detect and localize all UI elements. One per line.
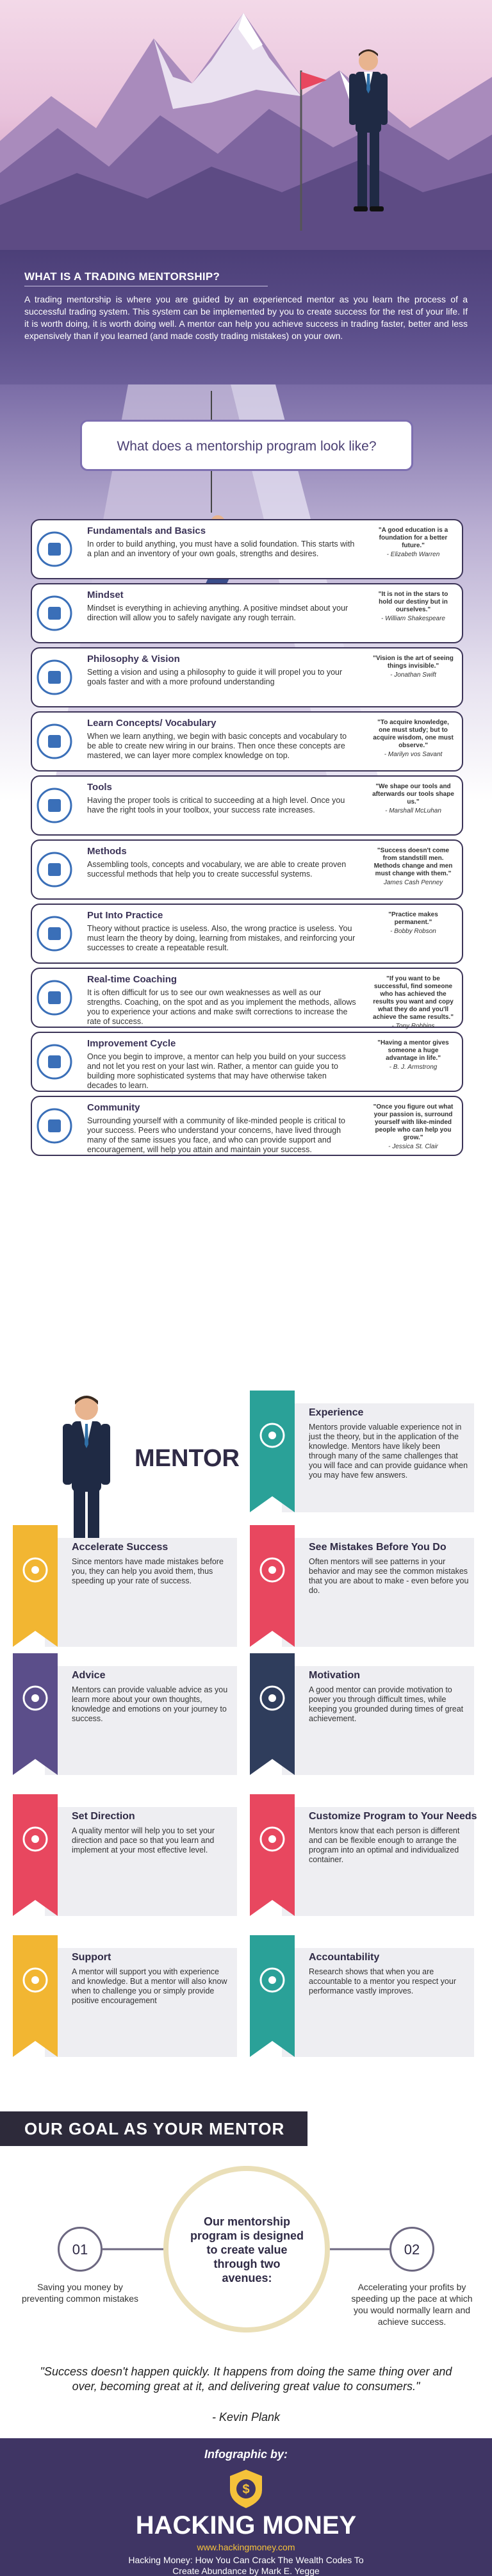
program-step-quote-source: - Elizabeth Warren [386,551,440,558]
program-step-text: Surrounding yourself with a community of like-minded people is critical to your success. Peers who understand your concerns, have lived through many of the same issues you face, and who can provide support and encouragement, will help you attain and maintain your success. [87,1116,345,1154]
mentor-card-panel [45,1807,237,1916]
program-step-title: Mindset [87,590,124,600]
program-step-quote [372,783,455,815]
mentor-card-text: Research shows that when you are accountable to a mentor you respect your performance vastly improves. [309,1967,456,1995]
program-step-title: Methods [87,846,127,857]
program-step-quote-text: "If you want to be successful, find someone who has achieved the results you want and copy what they do and you'll achieve the same results." [373,975,454,1021]
mentor-card-text: A good mentor can provide motivation to power you through difficult times, while keeping you grounded during times of great achievement. [309,1685,464,1723]
brand-url[interactable]: www.hackingmoney.com [197,2542,295,2552]
program-step-quote [372,591,455,623]
mentor-card-text: A quality mentor will help you to set your direction and pace so that you learn and implement at your most effective level. [72,1826,215,1854]
mentor-card-title: Accountability [309,1952,380,1963]
mentor-card-text: Mentors provide valuable experience not in just the theory, but in the application of the knowledge. Mentors have likely been through many of the same challenges that you will face and can provide guidance when you may have few answers. [309,1423,468,1480]
program-step-quote-source: - William Shakespeare [381,615,445,622]
book-title-line-2: Create Abundance by Mark E. Yegge [172,2566,320,2576]
mentor-card [250,1935,479,2063]
program-step-quote-text: "Once you figure out what your passion is, surround yourself with like-minded people who can help you grow." [373,1103,454,1141]
mountain-illustration [0,0,492,250]
program-step [31,839,463,900]
program-step-title: Real-time Coaching [87,974,177,985]
mindset-icon [36,595,73,632]
program-step-text: Assembling tools, concepts and vocabulary, we are able to create proven successful methods that help you to create successful systems. [87,860,347,879]
program-step [31,647,463,707]
goal-heading: OUR GOAL AS YOUR MENTOR [24,2119,285,2138]
book-title [0,2555,492,2576]
mentor-card [13,1935,242,2063]
program-step-quote [372,1039,455,1071]
program-step-quote-source: - Jessica St. Clair [388,1143,438,1150]
mentor-card-text: Mentors can provide valuable advice as you learn more about your own thoughts, knowledge and emotions on your journey to success. [72,1685,228,1723]
mentor-card [13,1794,242,1922]
program-step-quote-text: "Vision is the art of seeing things invisible." [373,655,454,670]
mentor-card-flag [250,1794,295,1916]
goal-number-2-text: 02 [404,2242,420,2258]
svg-text:$: $ [242,2482,250,2497]
mentor-card-text: Often mentors will see patterns in your behavior and may see the common mistakes that you are about to make - even before you do. [309,1557,469,1595]
mentor-card-flag [250,1935,295,2057]
program-step-quote [372,719,455,759]
coaching-icon [36,979,73,1016]
program-step [31,904,463,964]
program-step-title: Fundamentals and Basics [87,525,206,536]
brand-name: HACKING MONEY [135,2511,357,2539]
mentor-card [250,1653,479,1781]
mentor-card-title: See Mistakes Before You Do [309,1542,447,1553]
tools-icon [36,787,73,824]
goal-number-1 [58,2227,102,2272]
program-step-quote-source: - Jonathan Swift [390,672,436,679]
program-step-text: Setting a vision and using a philosophy to guide it will propel you to your goals faster and with a more profound understanding [87,668,343,686]
vision-icon [36,659,73,696]
program-step-title: Put Into Practice [87,910,163,921]
mentor-card-panel [45,1538,237,1647]
mentor-label: MENTOR [135,1445,240,1472]
program-step-text: Once you begin to improve, a mentor can help you build on your success and not let you rest on your last win. Rather, a mentor can guide you to building more sophisticated systems that may have otherwise taken decades to learn. [87,1052,346,1090]
goal-heading-band [0,2111,492,2156]
intro-text: A trading mentorship is where you are guided by an experienced mentor as you learn the process of a successful trading system. This system can be implemented by you to create success for the rest of your life. If it is worth doing, it is worth doing well. A mentor can help you achieve success in trading faster, better and less expensively than if you learned (and made costly trading mistakes) on your own. [24,294,468,341]
program-step-quote-text: "We shape our tools and afterwards our tools shape us." [372,783,454,805]
goal-number-2 [390,2227,434,2272]
program-question: What does a mentorship program look like? [117,439,377,454]
program-step-quote-source: - Tony Robbins [391,1023,435,1030]
mentor-card-panel [282,1948,474,2057]
cycle-icon [36,1043,73,1080]
program-step-quote-text: "It is not in the stars to hold our destiny but in ourselves." [378,591,448,613]
program-step [31,968,463,1028]
goal-item-1-text: Saving you money by preventing common mistakes [21,2282,139,2304]
mentor-card [250,1525,479,1653]
mentor-card-title: Support [72,1952,111,1963]
book-title-line-1: Hacking Money: How You Can Crack The Wealth Codes To [128,2555,364,2565]
program-step-text: It is often difficult for us to see our own weaknesses as well as our strengths. Coaching, on the spot and as you implement the methods, allows you to experience your actions and make swift corrections to increase the rate of success. [87,988,356,1026]
concepts-icon [36,723,73,760]
program-step-text: In order to build anything, you must have a solid foundation. This starts with a plan and an inventory of your own goals, strengths and desires. [87,540,355,558]
mentor-card [13,1525,242,1653]
mentor-card-title: Advice [72,1670,106,1681]
program-step [31,1032,463,1092]
mentor-card-flag [13,1794,58,1916]
goal-number-1-text: 01 [72,2242,88,2258]
program-step-quote-text: "To acquire knowledge, one must study; but to acquire wisdom, one must observe." [373,719,454,749]
program-step-quote-source: James Cash Penney [383,879,443,886]
mentor-card [250,1391,479,1519]
program-step-quote-text: "Practice makes permanent." [388,911,438,926]
program-step-quote-source: - B. J. Armstrong [389,1064,438,1071]
program-step-quote-text: "Success doesn't come from standstill men. Methods change and men must change with them." [373,847,453,877]
program-step-quote [372,527,455,559]
mentor-card [250,1794,479,1922]
footer [0,2438,492,2576]
foundation-icon [36,531,73,568]
mentor-card-text: Since mentors have made mistakes before you, they can help you avoid them, thus speeding up your rate of success. [72,1557,224,1585]
community-icon [36,1107,73,1144]
program-step [31,775,463,836]
mentor-card-title: Experience [309,1407,364,1418]
mentor-card-flag [13,1653,58,1775]
program-step-quote-text: "Having a mentor gives someone a huge advantage in life." [377,1039,449,1062]
program-step-quote-text: "A good education is a foundation for a better future." [378,527,448,549]
program-step-title: Improvement Cycle [87,1038,176,1049]
program-step-title: Tools [87,782,112,793]
program-step [31,583,463,643]
hero-illustration [0,0,492,250]
program-step-quote-source: - Marilyn vos Savant [384,751,443,758]
practice-icon [36,915,73,952]
program-step-title: Philosophy & Vision [87,654,180,665]
program-step-quote [372,1103,455,1151]
program-step-text: Mindset is everything in achieving anything. A positive mindset about your direction will allow you to safely navigate any rough terrain. [87,604,348,622]
intro-title: WHAT IS A TRADING MENTORSHIP? [24,270,220,283]
mentor-card-flag [250,1653,295,1775]
program-step-text: Having the proper tools is critical to succeeding at a high level. Once you have the right tools in your toolbox, your success rate increases. [87,796,345,814]
program-step-quote [372,847,455,887]
mentor-card-text: Mentors know that each person is different and can be flexible enough to arrange the program into an optimal and individualized container. [309,1826,460,1864]
program-step-quote [372,655,455,679]
program-step [31,519,463,579]
closing-quote: "Success doesn't happen quickly. It happens from doing the same thing over and over, becoming great at it, and delivering great value to consumers." [40,2365,452,2393]
mentor-card-flag [250,1525,295,1647]
goal-center-text: Our mentorship program is designed to create value through two avenues: [190,2215,304,2284]
mentor-card-title: Set Direction [72,1811,135,1822]
methods-icon [36,851,73,888]
program-step-text: When we learn anything, we begin with basic concepts and vocabulary to be able to create new wiring in our brains. Then once these concepts are mastered, we can layer more complex knowledge on top. [87,732,347,760]
program-step-text: Theory without practice is useless. Also, the wrong practice is useless. You must learn the theory by doing, learning from mistakes, and reinforcing your successes to create a repeatable result. [87,924,356,952]
program-step [31,1096,463,1156]
goal-item-2-text: Accelerating your profits by speeding up the pace at which you would normally learn and achieve success. [351,2282,473,2327]
mentor-card-flag [13,1525,58,1647]
program-step [31,711,463,772]
mentor-card-text: A mentor will support you with experience and knowledge. But a mentor will also know when to challenge you or simply provide positive encouragement [72,1967,227,2005]
intro-section [0,250,492,384]
mentor-card-title: Customize Program to Your Needs [309,1811,477,1822]
hacking-money-logo-icon [227,2468,265,2509]
closing-quote-source: - Kevin Plank [211,2411,281,2423]
program-step-quote [372,975,455,1030]
program-step-quote-source: - Marshall McLuhan [385,807,441,814]
program-step-title: Learn Concepts/ Vocabulary [87,718,217,729]
mentor-card-title: Accelerate Success [72,1542,168,1553]
program-step-quote [372,911,455,936]
goal-center-circle [163,2166,330,2332]
program-step-quote-source: - Bobby Robson [390,928,436,935]
infographic-by-label: Infographic by: [204,2448,288,2461]
mentor-card-flag [13,1935,58,2057]
program-step-title: Community [87,1102,140,1113]
program-question-box [80,420,413,471]
mentor-card [13,1653,242,1781]
mentor-card-flag [250,1391,295,1512]
mentor-card-title: Motivation [309,1670,360,1681]
